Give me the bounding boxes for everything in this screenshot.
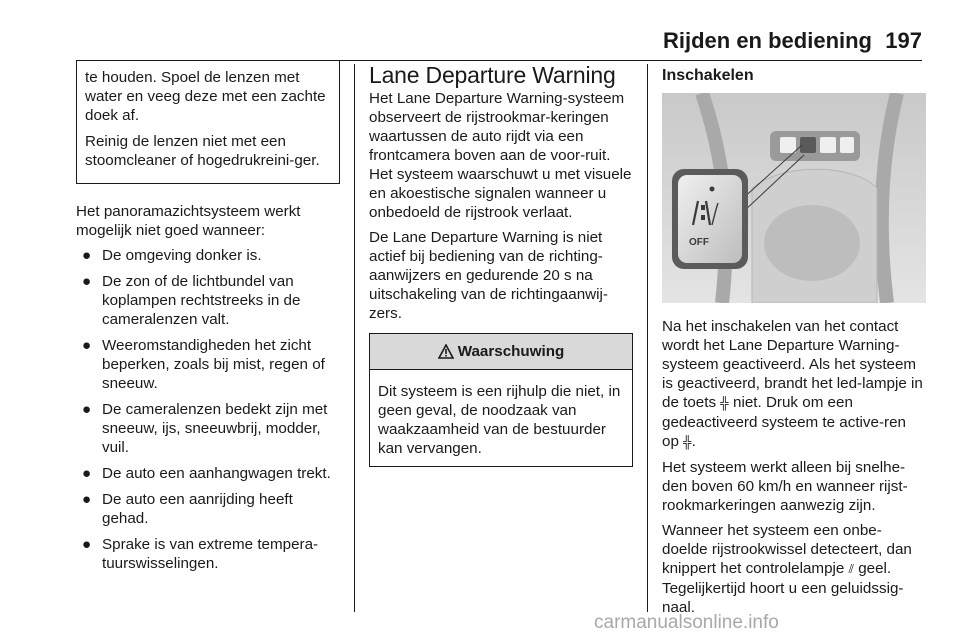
- warning-box: [369, 333, 633, 467]
- list-item: [76, 535, 340, 573]
- list-item: [76, 272, 340, 329]
- condition-list: [76, 246, 340, 573]
- subsection-heading: Inschakelen: [662, 67, 754, 84]
- bullet-icon: ●: [82, 247, 92, 264]
- list-item-text: Weeromstandigheden het zicht beperken, zoals bij mist, regen of sneeuw.: [102, 337, 325, 392]
- lane-departure-icon: ╬: [683, 435, 692, 449]
- bullet-icon: ●: [82, 401, 92, 418]
- body-paragraph: Het Lane Departure Warning-systeem observeert de rijstrookmar-keringen waartussen de auto rijdt via een frontcamera boven aan de voor-ruit. Het systeem waarschuwt u met visuele en akoestische signalen wanneer u onbedoeld de rijstrook verlaat.: [369, 90, 632, 221]
- body-paragraph: Het systeem werkt alleen bij snelhe-den boven 60 km/h en wanneer rijst-rookmarkeringen aanwezig zijn.: [662, 459, 908, 514]
- bullet-icon: ●: [82, 337, 92, 354]
- page-header: [0, 26, 960, 60]
- column-left: [76, 60, 340, 580]
- console-illustration: [662, 93, 926, 303]
- body-paragraph: Wanneer het systeem een onbe-doelde rijstrookwissel detecteert, dan knippert het controlelampje ⫽ geel. Tegelijkertijd hoort u een geluidssig-naal.: [662, 522, 912, 616]
- warning-title: Waarschuwing: [457, 343, 565, 360]
- section-title: Rijden en bediening: [662, 28, 872, 53]
- list-item-text: De zon of de lichtbundel van koplampen rechtstreeks in de cameralenzen valt.: [102, 273, 301, 328]
- center-console-image: [662, 93, 926, 303]
- continued-notice-box: [76, 60, 340, 184]
- watermark: carmanualsonline.info: [594, 612, 779, 633]
- list-item-text: De omgeving donker is.: [102, 247, 262, 264]
- column-divider-2: [647, 64, 648, 612]
- bullet-icon: ●: [82, 273, 92, 290]
- warning-text: Dit systeem is een rijhulp die niet, in geen geval, de noodzaak van waakzaamheid van de bestuurder kan vervangen.: [378, 383, 621, 457]
- body-paragraph: De Lane Departure Warning is niet actief bij bediening van de richting-aanwijzers en gedurende 20 s na uitschakeling van de richtingaanwij-zers.: [369, 229, 608, 322]
- list-item: [76, 490, 340, 528]
- list-item: [76, 246, 340, 265]
- list-intro: Het panoramazichtsysteem werkt mogelijk niet goed wanneer:: [76, 203, 301, 239]
- box-paragraph: Reinig de lenzen niet met een stoomcleaner of hogedrukreini-ger.: [85, 133, 320, 169]
- column-divider-1: [354, 64, 355, 612]
- body-paragraph: Na het inschakelen van het contact wordt het Lane Departure Warning-systeem geactiveerd. Als het systeem is geactiveerd, brandt het led-lampje in de toets ╬ niet. Druk om een gedeactiveerd systeem te active-ren op ╬.: [662, 318, 923, 450]
- box-paragraph: te houden. Spoel de lenzen met water en veeg deze met een zachte doek af.: [85, 69, 326, 124]
- list-item: [76, 336, 340, 393]
- lane-departure-warning-icon: ⫽: [848, 562, 854, 576]
- list-item-text: De auto een aanhangwagen trekt.: [102, 465, 331, 482]
- section-heading: Lane Departure Warning: [369, 62, 616, 88]
- bullet-icon: ●: [82, 536, 92, 553]
- lane-departure-icon: ╬: [720, 396, 729, 410]
- page-number: 197: [885, 28, 922, 53]
- warning-triangle-icon: [438, 344, 454, 359]
- list-item-text: De auto een aanrijding heeft gehad.: [102, 491, 293, 527]
- bullet-icon: ●: [82, 491, 92, 508]
- column-right: [662, 60, 926, 623]
- list-item: [76, 400, 340, 457]
- list-item: [76, 464, 340, 483]
- list-item-text: Sprake is van extreme tempera-tuurswisselingen.: [102, 536, 319, 572]
- bullet-icon: ●: [82, 465, 92, 482]
- warning-header: [370, 334, 632, 370]
- off-button-label: OFF: [689, 237, 709, 248]
- column-middle: [369, 60, 633, 467]
- list-item-text: De cameralenzen bedekt zijn met sneeuw, ijs, sneeuwbrij, modder, vuil.: [102, 401, 328, 456]
